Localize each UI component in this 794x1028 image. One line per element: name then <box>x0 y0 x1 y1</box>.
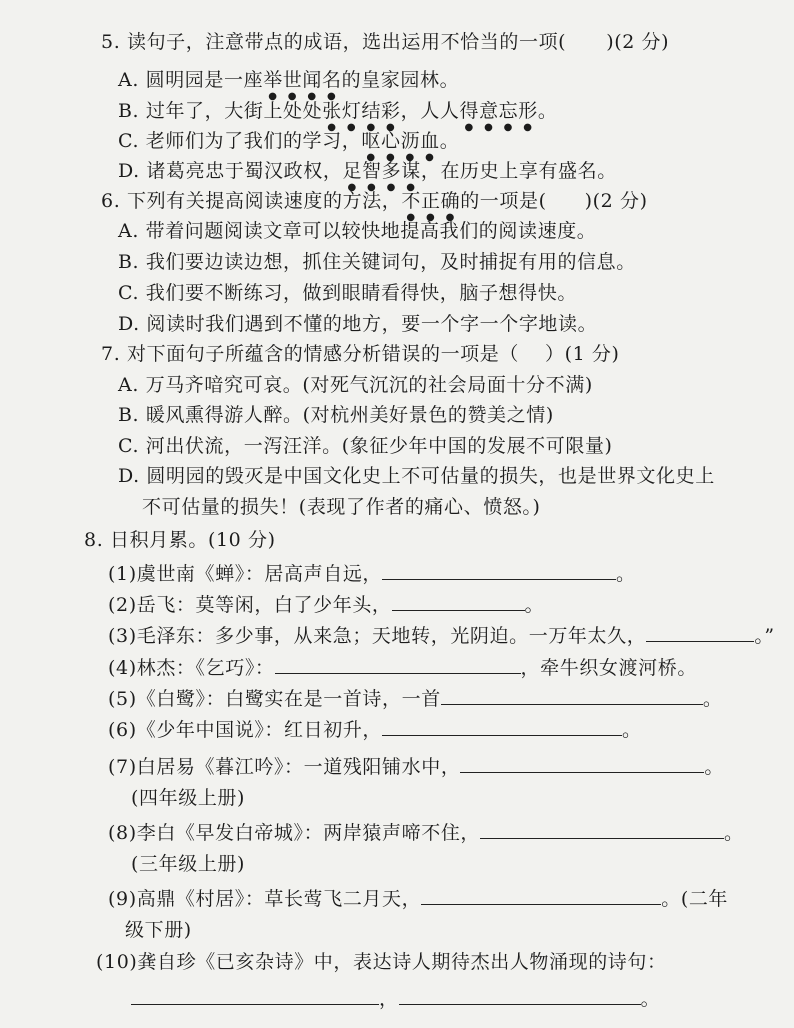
fill-item-7-text: (7)白居易《暮江吟》：一道残阳铺水中， <box>108 756 461 778</box>
option-5b <box>118 99 557 133</box>
fill-item-2 <box>108 592 544 617</box>
option-5b-text: B. 过年了，大街上处处 <box>118 100 323 122</box>
option-5d-text-end: ，在历史上享有盛名。 <box>420 160 617 182</box>
fill-item-9-end: 。(二年 <box>661 888 729 910</box>
answer-blank-2[interactable] <box>392 592 525 611</box>
fill-item-10-blanks <box>131 986 660 1011</box>
question-6-text-end: 的一项是( <box>460 190 547 212</box>
option-5a-idiom: 举世闻名 <box>263 69 342 91</box>
fill-item-10-comma: ， <box>379 988 399 1010</box>
question-6-emphasis: 不正确 <box>401 190 461 212</box>
question-5-stem <box>101 30 669 54</box>
fill-item-3 <box>108 623 775 648</box>
option-7d-line-1: D. 圆明园的毁灭是中国文化史上不可估量的损失，也是世界文化史上 <box>118 465 715 487</box>
option-5a-text: A. 圆明园是一座 <box>118 69 264 91</box>
option-7c: C. 河出伏流，一泻汪洋。(象征少年中国的发展不可限量) <box>118 435 613 457</box>
fill-item-10-end: 。 <box>640 988 661 1010</box>
option-5d-text: D. 诸葛亮忠于蜀汉政权， <box>118 160 343 182</box>
fill-item-7-end: 。 <box>704 756 725 778</box>
fill-item-7 <box>108 754 724 779</box>
option-7b: B. 暖风熏得游人醉。(对杭州美好景色的赞美之情) <box>118 404 554 426</box>
option-5d-idiom: 足智多谋 <box>342 160 421 182</box>
fill-item-8-note: (三年级上册) <box>131 853 246 875</box>
option-5b-text-mid: ，人人 <box>400 100 460 122</box>
fill-item-9-text: (9)高鼎《村居》：草长莺飞二月天， <box>108 888 422 910</box>
fill-item-1-end: 。 <box>616 563 636 585</box>
option-7d-line-2: 不可估量的损失！(表现了作者的痛心、愤怒。) <box>142 496 541 518</box>
option-5b-idiom-2: 得意忘形 <box>459 100 538 122</box>
fill-item-3-end: 。” <box>754 625 775 647</box>
fill-item-8-end: 。 <box>724 822 744 844</box>
option-5a <box>118 68 459 102</box>
option-5c <box>118 129 459 163</box>
fill-item-4-text: (4)林杰：《乞巧》： <box>108 657 275 679</box>
fill-item-5-end: 。 <box>702 688 723 710</box>
fill-item-9 <box>108 886 728 911</box>
fill-item-7-note: (四年级上册) <box>131 787 246 809</box>
option-5a-text-end: 的皇家园林。 <box>341 69 460 91</box>
answer-blank-7[interactable] <box>460 754 704 773</box>
option-5c-text: C. 老师们为了我们的学习， <box>118 130 362 152</box>
question-5-score: )(2 分) <box>606 31 670 53</box>
fill-item-2-end: 。 <box>524 594 545 616</box>
option-6d: D. 阅读时我们遇到不懂的地方，要一个字一个字地读。 <box>118 313 598 335</box>
option-5b-idiom-1: 张灯结彩 <box>322 100 401 122</box>
fill-item-5-text: (5)《白鹭》：白鹭实在是一首诗，一首 <box>108 688 441 710</box>
option-6c: C. 我们要不断练习，做到眼睛看得快，脑子想得快。 <box>118 282 577 304</box>
fill-item-6-text: (6)《少年中国说》：红日初升， <box>108 719 383 741</box>
question-7-score: ）(1 分) <box>544 343 620 365</box>
option-5c-idiom: 呕心沥血 <box>361 130 440 152</box>
fill-item-6-end: 。 <box>622 719 642 741</box>
question-7-text: 7. 对下面句子所蕴含的情感分析错误的一项是（ <box>101 343 519 365</box>
option-6b: B. 我们要边读边想，抓住关键词句，及时捕捉有用的信息。 <box>118 251 636 273</box>
option-5c-text-end: 。 <box>439 130 460 152</box>
fill-item-9-note: 级下册) <box>125 919 192 941</box>
answer-blank-10b[interactable] <box>399 986 641 1005</box>
option-6a: A. 带着问题阅读文章可以较快地提高我们的阅读速度。 <box>118 220 597 242</box>
fill-item-4 <box>108 655 697 680</box>
answer-blank-9[interactable] <box>421 886 661 905</box>
question-6-score: )(2 分) <box>584 190 648 212</box>
option-7a: A. 万马齐喑究可哀。(对死气沉沉的社会局面十分不满) <box>118 374 593 396</box>
question-8-stem: 8. 日积月累。(10 分) <box>84 529 276 551</box>
answer-blank-3[interactable] <box>646 623 754 642</box>
fill-item-8-text: (8)李白《早发白帝城》：两岸猿声啼不住， <box>108 822 481 844</box>
answer-blank-5[interactable] <box>441 686 703 705</box>
option-5b-text-end: 。 <box>537 100 558 122</box>
fill-item-4-end: ，牵牛织女渡河桥。 <box>520 657 697 679</box>
fill-item-6 <box>108 717 642 742</box>
answer-blank-6[interactable] <box>382 717 622 736</box>
fill-item-3-text: (3)毛泽东：多少事，从来急；天地转，光阴迫。一万年太久， <box>108 625 647 647</box>
question-6-stem <box>101 189 648 223</box>
answer-blank-10a[interactable] <box>131 986 379 1005</box>
fill-item-1 <box>108 561 636 586</box>
fill-item-5 <box>108 686 722 711</box>
question-7-stem <box>101 342 620 366</box>
answer-blank-4[interactable] <box>275 655 521 674</box>
option-5d <box>118 159 617 193</box>
answer-blank-1[interactable] <box>382 561 616 580</box>
fill-item-10: (10)龚自珍《已亥杂诗》中，表达诗人期待杰出人物涌现的诗句： <box>96 951 667 973</box>
question-5-text: 5. 读句子，注意带点的成语，选出运用不恰当的一项( <box>101 31 567 53</box>
fill-item-8 <box>108 820 744 845</box>
question-6-text: 6. 下列有关提高阅读速度的方法， <box>101 190 402 212</box>
answer-blank-8[interactable] <box>480 820 724 839</box>
fill-item-2-text: (2)岳飞：莫等闲，白了少年头， <box>108 594 392 616</box>
fill-item-1-text: (1)虞世南《蝉》：居高声自远， <box>108 563 383 585</box>
